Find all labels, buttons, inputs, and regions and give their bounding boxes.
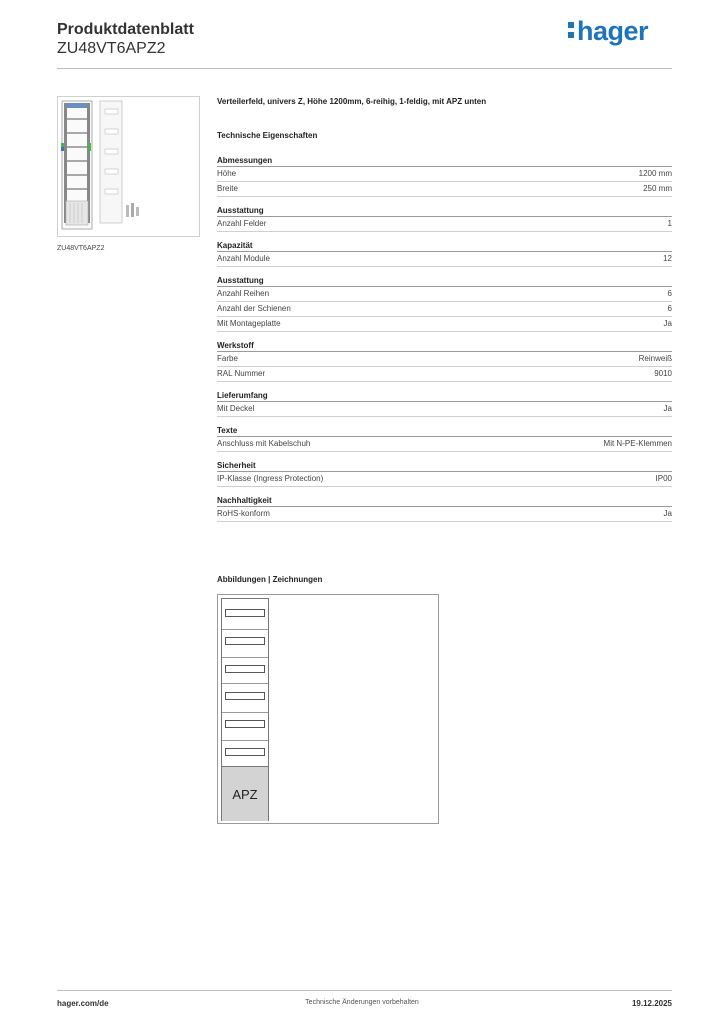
footer-divider	[57, 990, 672, 991]
spec-label: Anzahl der Schienen	[217, 304, 291, 313]
spec-section-title: Kapazität	[217, 241, 672, 252]
spec-value: 9010	[654, 369, 672, 378]
spec-label: Mit Deckel	[217, 404, 255, 413]
module-row-slot	[225, 692, 265, 700]
spec-section	[217, 276, 672, 332]
spec-label: Farbe	[217, 354, 238, 363]
spec-value: Reinweiß	[638, 354, 672, 363]
module-row-slot	[225, 720, 265, 728]
row-divider	[222, 740, 268, 741]
hager-logo	[568, 16, 648, 47]
spec-section-title: Ausstattung	[217, 206, 672, 217]
spec-section-title: Lieferumfang	[217, 391, 672, 402]
spec-section-title: Sicherheit	[217, 461, 672, 472]
spec-row	[217, 402, 672, 417]
module-row-slot	[225, 748, 265, 756]
drawings-heading: Abbildungen | Zeichnungen	[217, 575, 323, 584]
panel-outline	[221, 598, 269, 821]
spec-section	[217, 341, 672, 382]
spec-section-title: Texte	[217, 426, 672, 437]
spec-value: 1	[667, 219, 672, 228]
footer-date: 19.12.2025	[631, 999, 672, 1008]
spec-row	[217, 287, 672, 302]
spec-row	[217, 167, 672, 182]
spec-label: Mit Montageplatte	[217, 319, 281, 328]
module-row-slot	[225, 609, 265, 617]
row-divider	[222, 657, 268, 658]
spec-row	[217, 302, 672, 317]
spec-row	[217, 352, 672, 367]
module-row-slot	[225, 665, 265, 673]
spec-section	[217, 496, 672, 522]
product-image-drawing	[58, 97, 199, 236]
product-description: Verteilerfeld, univers Z, Höhe 1200mm, 6-reihig, 1-feldig, mit APZ unten	[217, 97, 487, 106]
spec-row	[217, 182, 672, 197]
spec-section-title: Werkstoff	[217, 341, 672, 352]
spec-value: 1200 mm	[638, 169, 672, 178]
spec-label: Anschluss mit Kabelschuh	[217, 439, 311, 448]
spec-section	[217, 206, 672, 232]
product-image	[57, 96, 200, 237]
spec-row	[217, 367, 672, 382]
spec-section-title: Ausstattung	[217, 276, 672, 287]
spec-section	[217, 241, 672, 267]
product-image-caption: ZU48VT6APZ2	[57, 245, 105, 252]
spec-value: Ja	[663, 319, 672, 328]
spec-value: Ja	[663, 509, 672, 518]
spec-section	[217, 461, 672, 487]
spec-value: 6	[667, 304, 672, 313]
apz-area: APZ	[222, 766, 268, 821]
spec-section-title: Abmessungen	[217, 156, 672, 167]
spec-label: Anzahl Reihen	[217, 289, 270, 298]
spec-label: Höhe	[217, 169, 237, 178]
product-code: ZU48VT6APZ2	[57, 40, 166, 57]
spec-label: Anzahl Felder	[217, 219, 267, 228]
technical-properties-heading: Technische Eigenschaften	[217, 131, 318, 140]
spec-value: Mit N-PE-Klemmen	[603, 439, 672, 448]
footer-website-link[interactable]: hager.com/de	[57, 999, 109, 1008]
spec-row	[217, 437, 672, 452]
spec-value: Ja	[663, 404, 672, 413]
spec-section	[217, 391, 672, 417]
spec-label: Anzahl Module	[217, 254, 270, 263]
spec-label: RAL Nummer	[217, 369, 266, 378]
logo-colon-icon	[568, 22, 574, 38]
spec-value: 250 mm	[643, 184, 672, 193]
row-divider	[222, 629, 268, 630]
logo-text: hager	[577, 16, 649, 46]
header-divider	[57, 68, 672, 69]
spec-row	[217, 252, 672, 267]
spec-row	[217, 507, 672, 522]
spec-value: 12	[663, 254, 672, 263]
page-title: Produktdatenblatt	[57, 21, 194, 38]
spec-row	[217, 317, 672, 332]
spec-value: 6	[667, 289, 672, 298]
spec-value: IP00	[655, 474, 672, 483]
row-divider	[222, 683, 268, 684]
spec-row	[217, 217, 672, 232]
spec-label: RoHS-konform	[217, 509, 270, 518]
spec-table	[217, 156, 672, 531]
spec-label: Breite	[217, 184, 238, 193]
footer-notice: Technische Änderungen vorbehalten	[305, 999, 419, 1006]
row-divider	[222, 712, 268, 713]
spec-row	[217, 472, 672, 487]
technical-drawing	[217, 594, 439, 824]
module-row-slot	[225, 637, 265, 645]
spec-label: IP-Klasse (Ingress Protection)	[217, 474, 324, 483]
spec-section-title: Nachhaltigkeit	[217, 496, 672, 507]
spec-section	[217, 426, 672, 452]
spec-section	[217, 156, 672, 197]
